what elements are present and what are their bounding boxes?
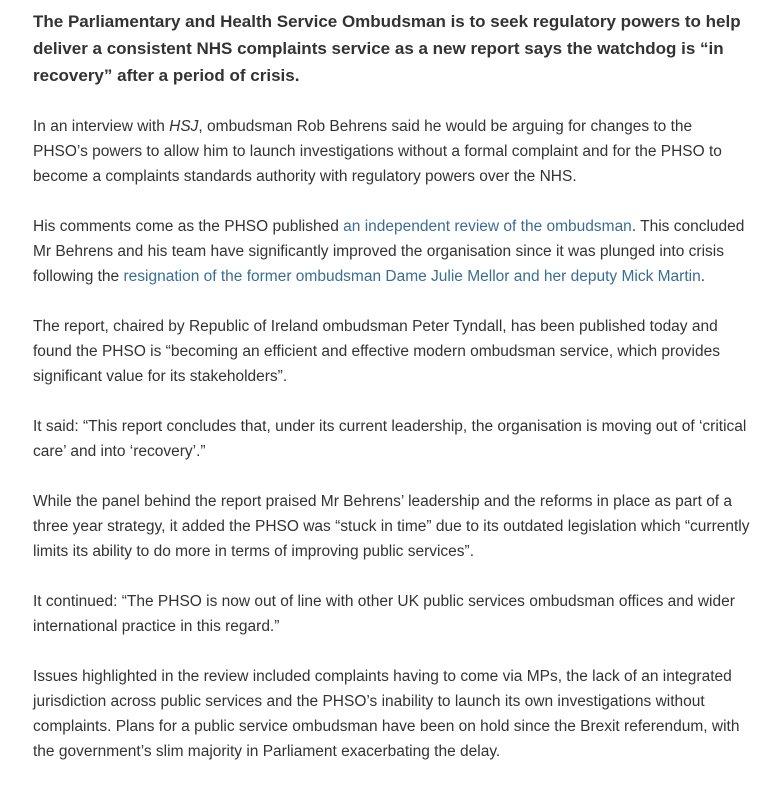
paragraph-issues: Issues highlighted in the review included complaints having to come via MPs, the lack of an integrated jurisdiction across public services and the PHSO’s inability to launch its own investigations without complaints. Plans for a public service ombudsman have been on hold since the Brexit referendum, with the government’s slim majority in Parliament exacerbating the delay.	[33, 668, 740, 760]
paragraph-quote-recovery: It said: “This report concludes that, under its current leadership, the organisation is moving out of ‘critical care’ and into ‘recovery’.”	[33, 418, 747, 460]
publication-name: HSJ	[169, 118, 199, 135]
paragraph-review-before: His comments come as the PHSO published	[33, 218, 344, 235]
paragraph-review-middle: . This concluded Mr Behrens and his team have significantly improved the organisation since it was plunged into crisis following the	[33, 218, 745, 285]
independent-review-link[interactable]: an independent review of the ombudsman	[343, 218, 632, 235]
resignation-link[interactable]: resignation of the former ombudsman Dame Julie Mellor and her deputy Mick Martin	[123, 268, 701, 285]
paragraph-review-after: .	[700, 268, 705, 285]
paragraph-interview	[33, 114, 750, 189]
paragraph-review	[33, 214, 750, 289]
paragraph-panel: While the panel behind the report praised Mr Behrens’ leadership and the reforms in place as part of a three year strategy, it added the PHSO was “stuck in time” due to its outdated legislation which “currently limits its ability to do more in terms of improving public services”.	[33, 493, 750, 560]
article-standfirst: The Parliamentary and Health Service Ombudsman is to seek regulatory powers to help deliver a consistent NHS complaints service as a new report says the watchdog is “in recovery” after a period of crisis.	[33, 12, 741, 85]
paragraph-quote-out-of-line: It continued: “The PHSO is now out of line with other UK public services ombudsman offices and wider international practice in this regard.”	[33, 593, 735, 635]
paragraph-interview-before: In an interview with	[33, 118, 170, 135]
paragraph-report: The report, chaired by Republic of Ireland ombudsman Peter Tyndall, has been published today and found the PHSO is “becoming an efficient and effective modern ombudsman service, which provides significant value for its stakeholders”.	[33, 318, 720, 385]
paragraph-interview-after: , ombudsman Rob Behrens said he would be arguing for changes to the PHSO’s powers to allow him to launch investigations without a formal complaint and for the PHSO to become a complaints standards authority with regulatory powers over the NHS.	[33, 118, 722, 185]
